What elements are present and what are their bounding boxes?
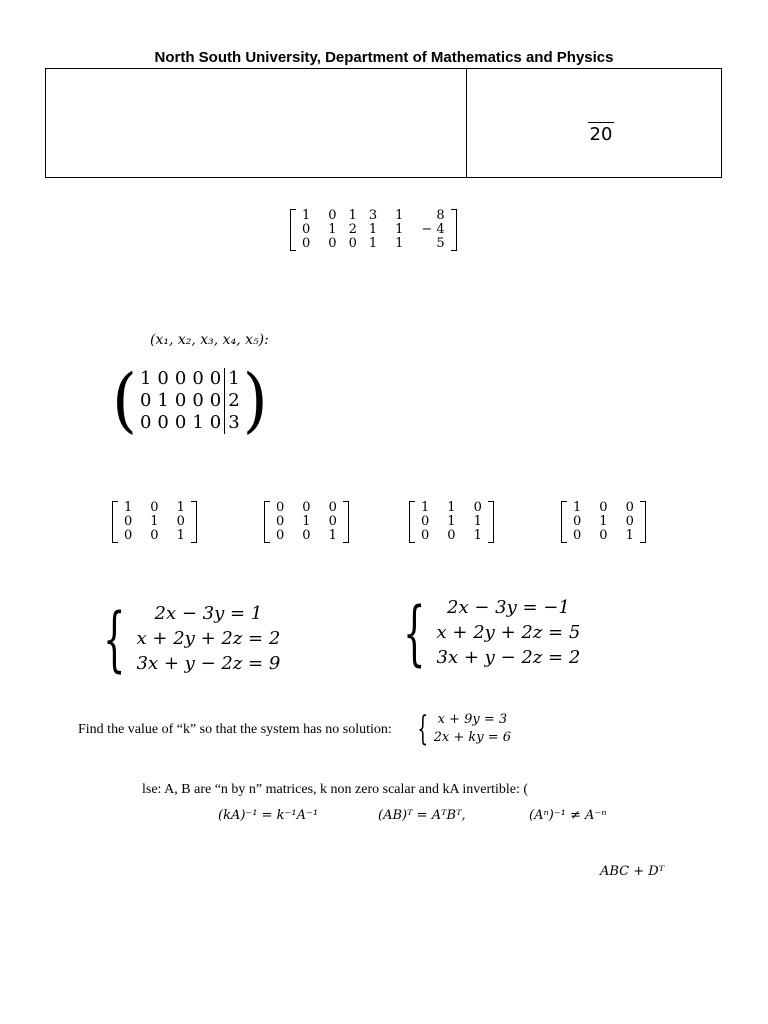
- matrix-cell: 1: [447, 500, 456, 515]
- matrix-cell: 0: [328, 514, 337, 529]
- matrix-cell: 0: [421, 514, 430, 529]
- aug-cell: 1: [157, 390, 169, 411]
- matrix-cell: 0: [150, 500, 159, 515]
- matrix-cell: 1: [473, 514, 482, 529]
- aug-cell: 3: [225, 412, 243, 434]
- small-matrix-1: [112, 501, 197, 547]
- small-matrix-2: [264, 501, 349, 547]
- matrix-cell: 1: [328, 222, 337, 237]
- matrix-cell: 0: [473, 500, 482, 515]
- matrix-cell: 0: [302, 236, 311, 251]
- matrix-cell: 1: [395, 236, 404, 251]
- brace-icon: {: [103, 597, 126, 680]
- small-matrix-4: [561, 501, 646, 547]
- matrix-cell: 0: [150, 528, 159, 543]
- aug-cell: 0: [209, 412, 222, 433]
- small-matrix-3: [409, 501, 494, 547]
- matrix-cell: 1: [625, 528, 634, 543]
- augmented-matrix: [112, 360, 268, 442]
- matrix-cell: 0: [573, 528, 582, 543]
- matrix-cell: 1: [421, 500, 430, 515]
- matrix-cell: 0: [302, 500, 311, 515]
- matrix-cell: 1: [328, 528, 337, 543]
- aug-cell: 1: [225, 368, 243, 390]
- left-paren: (: [112, 360, 137, 442]
- matrix-cell: 1: [573, 500, 582, 515]
- matrix-cell: 0: [625, 500, 634, 515]
- score-total: 20: [589, 124, 613, 145]
- matrix-cell: 0: [348, 236, 357, 251]
- matrix-cell: 0: [599, 528, 608, 543]
- aug-cell: 1: [139, 368, 152, 389]
- aug-cell: 0: [209, 390, 222, 411]
- matrix-cell: 1: [176, 500, 185, 515]
- aug-cell: 0: [174, 368, 187, 389]
- aug-cell: 2: [225, 390, 243, 412]
- matrix-cell: 0: [421, 528, 430, 543]
- matrix-cell: 0: [276, 514, 285, 529]
- matrix-cell: 0: [302, 528, 311, 543]
- matrix-cell: 1: [599, 514, 608, 529]
- aug-cell: 0: [157, 412, 169, 433]
- equation: 3x + y − 2z = 9: [136, 653, 281, 674]
- aug-cell: 0: [192, 368, 204, 389]
- matrix-cell: 0: [447, 528, 456, 543]
- matrix-cell: 0: [573, 514, 582, 529]
- matrix-cell: 0: [599, 500, 608, 515]
- matrix-cell: 0: [124, 528, 133, 543]
- matrix-cell: 1: [395, 208, 404, 223]
- aug-cell: 0: [139, 412, 152, 433]
- matrix-cell: 1: [302, 208, 311, 223]
- aug-cell: 0: [192, 390, 204, 411]
- matrix-cell: − 4: [421, 222, 445, 237]
- matrix-cell: 0: [328, 500, 337, 515]
- linear-system-2: [392, 591, 581, 674]
- matrix-cell: 1: [124, 500, 133, 515]
- brace-icon: {: [417, 709, 429, 749]
- formula-3: (Aⁿ)⁻¹ ≠ A⁻ⁿ: [529, 808, 607, 823]
- matrix-cell: 8: [436, 208, 445, 223]
- aug-cell: 0: [174, 390, 187, 411]
- matrix-cell: 1: [473, 528, 482, 543]
- info-box: [45, 68, 722, 178]
- matrix-cell: 0: [276, 528, 285, 543]
- question-k-system: [412, 711, 511, 747]
- question-k-text: Find the value of “k” so that the system has no solution:: [78, 722, 392, 737]
- page-header: North South University, Department of Mathematics and Physics: [154, 49, 614, 66]
- matrix-cell: 0: [328, 208, 337, 223]
- variables-label: (x₁, x₂, x₃, x₄, x₅):: [150, 332, 269, 348]
- matrix-cell: 0: [276, 500, 285, 515]
- matrix-1: [290, 209, 457, 255]
- linear-system-1: [92, 597, 281, 680]
- matrix-cell: 0: [328, 236, 337, 251]
- formula-1: (kA)⁻¹ = k⁻¹A⁻¹: [218, 808, 319, 823]
- matrix-cell: 1: [302, 514, 311, 529]
- brace-icon: {: [403, 591, 426, 674]
- matrix-cell: 0: [124, 514, 133, 529]
- matrix-cell: 2: [348, 222, 357, 237]
- aug-cell: 0: [139, 390, 152, 411]
- aug-cell: 0: [174, 412, 187, 433]
- box-divider: [466, 69, 467, 177]
- aug-cell: 0: [157, 368, 169, 389]
- equation: x + 2y + 2z = 5: [436, 622, 581, 643]
- matrix-cell: 1: [150, 514, 159, 529]
- matrix-cell: 3: [368, 208, 378, 223]
- matrix-cell: 1: [348, 208, 357, 223]
- formula-2: (AB)ᵀ = AᵀBᵀ,: [378, 808, 466, 823]
- matrix-cell: 1: [368, 236, 378, 251]
- matrix-cell: 0: [302, 222, 311, 237]
- aug-cell: 0: [209, 368, 222, 389]
- matrix-cell: 1: [447, 514, 456, 529]
- matrix-cell: 1: [176, 528, 185, 543]
- equation: x + 9y = 3: [437, 712, 508, 727]
- equation: 2x − 3y = −1: [447, 597, 570, 618]
- matrix-cell: 5: [436, 236, 445, 251]
- equation: 3x + y − 2z = 2: [436, 647, 581, 668]
- matrix-cell: 0: [625, 514, 634, 529]
- aug-cell: 1: [192, 412, 204, 433]
- right-paren: ): [242, 360, 268, 442]
- equation: x + 2y + 2z = 2: [136, 628, 281, 649]
- statement-text: lse: A, B are “n by n” matrices, k non zero scalar and kA invertible: (: [142, 782, 529, 797]
- equation: 2x − 3y = 1: [154, 603, 263, 624]
- matrix-cell: 1: [395, 222, 404, 237]
- expression: ABC + Dᵀ: [600, 864, 665, 879]
- matrix-cell: 0: [176, 514, 185, 529]
- equation: 2x + ky = 6: [433, 730, 512, 745]
- matrix-cell: 1: [368, 222, 378, 237]
